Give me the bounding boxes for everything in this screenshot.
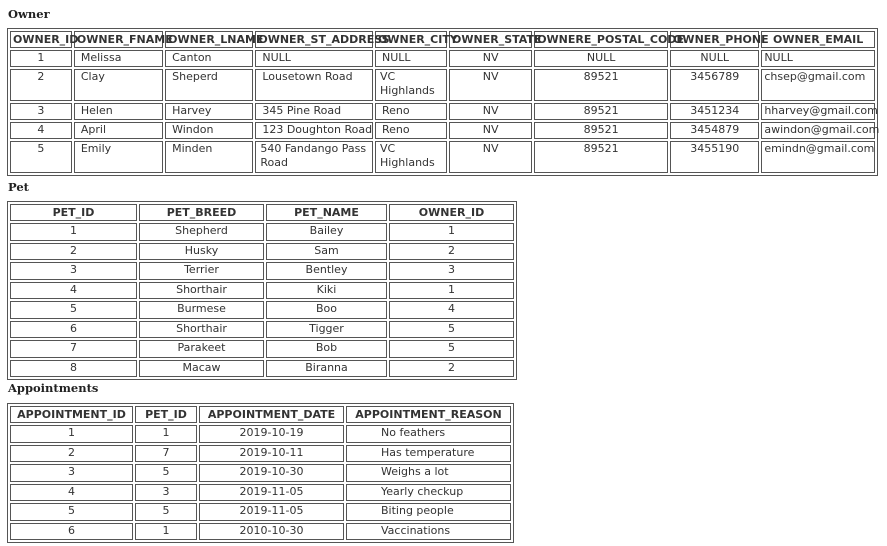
appointment-date-cell: 2019-10-11 (199, 445, 344, 463)
pet-owner-id-cell: 2 (389, 360, 514, 378)
pet-id-cell: 6 (10, 321, 137, 339)
pet-header-row (10, 204, 514, 221)
appointment-reason-cell: Vaccinations (346, 523, 511, 541)
pet-owner-id-cell: 3 (389, 262, 514, 280)
pet-id-cell: 8 (10, 360, 137, 378)
table-row (10, 503, 511, 521)
table-row (10, 321, 514, 339)
owner-lname-cell: Sheperd (165, 69, 253, 101)
table-row (10, 360, 514, 378)
appointments-header-cell: PET_ID (135, 406, 197, 423)
appointment-pet-id-cell: 1 (135, 425, 197, 443)
pet-id-cell: 1 (10, 223, 137, 241)
appointments-header-cell: APPOINTMENT_ID (10, 406, 133, 423)
appointment-id-cell: 3 (10, 464, 133, 482)
pet-breed-cell: Macaw (139, 360, 264, 378)
owner-fname-cell: Helen (74, 103, 163, 120)
pet-name-cell: Bob (266, 340, 387, 358)
appointments-header-cell: APPOINTMENT_REASON (346, 406, 511, 423)
appointments-header-row (10, 406, 511, 423)
owner-header-cell: OWNER_STATE (449, 31, 532, 48)
pet-owner-id-cell: 1 (389, 282, 514, 300)
pet-table (7, 201, 517, 380)
pet-owner-id-cell: 5 (389, 321, 514, 339)
pet-breed-cell: Parakeet (139, 340, 264, 358)
pet-breed-cell: Burmese (139, 301, 264, 319)
pet-section-title: Pet (8, 180, 29, 194)
owner-table (7, 28, 878, 176)
pet-owner-id-cell: 1 (389, 223, 514, 241)
owner-id-cell: 5 (10, 141, 72, 173)
owner-address-cell: Lousetown Road (255, 69, 373, 101)
owner-header-cell: OWNER_FNAME (74, 31, 163, 48)
pet-name-cell: Bentley (266, 262, 387, 280)
owner-email-cell: awindon@gmail.com (761, 122, 875, 139)
pet-owner-id-cell: 4 (389, 301, 514, 319)
owner-header-cell: OWNER_LNAME (165, 31, 253, 48)
owner-postal-cell: 89521 (534, 122, 668, 139)
table-row (10, 103, 875, 120)
table-row (10, 141, 875, 173)
owner-postal-cell: 89521 (534, 141, 668, 173)
owner-city-cell: NULL (375, 50, 447, 67)
owner-id-cell: 4 (10, 122, 72, 139)
appointments-table (7, 403, 514, 543)
pet-name-cell: Boo (266, 301, 387, 319)
pet-id-cell: 5 (10, 301, 137, 319)
appointment-pet-id-cell: 1 (135, 523, 197, 541)
pet-owner-id-cell: 2 (389, 243, 514, 261)
appointment-date-cell: 2019-10-30 (199, 464, 344, 482)
appointment-id-cell: 4 (10, 484, 133, 502)
owner-phone-cell: 3454879 (670, 122, 759, 139)
owner-postal-cell: 89521 (534, 69, 668, 101)
owner-email-cell: emindn@gmail.com (761, 141, 875, 173)
table-row (10, 69, 875, 101)
owner-id-cell: 2 (10, 69, 72, 101)
owner-id-cell: 3 (10, 103, 72, 120)
owner-lname-cell: Minden (165, 141, 253, 173)
owner-address-cell: NULL (255, 50, 373, 67)
pet-breed-cell: Shorthair (139, 321, 264, 339)
appointment-reason-cell: Biting people (346, 503, 511, 521)
table-row (10, 262, 514, 280)
appointment-id-cell: 6 (10, 523, 133, 541)
owner-fname-cell: April (74, 122, 163, 139)
owner-email-cell: chsep@gmail.com (761, 69, 875, 101)
owner-state-cell: NV (449, 141, 532, 173)
owner-email-cell: hharvey@gmail.com (761, 103, 875, 120)
owner-phone-cell: NULL (670, 50, 759, 67)
owner-fname-cell: Emily (74, 141, 163, 173)
appointment-reason-cell: Yearly checkup (346, 484, 511, 502)
owner-city-cell: Reno (375, 103, 447, 120)
pet-breed-cell: Terrier (139, 262, 264, 280)
owner-header-row (10, 31, 875, 48)
owner-city-cell: VC Highlands (375, 69, 447, 101)
appointment-date-cell: 2019-11-05 (199, 484, 344, 502)
pet-name-cell: Sam (266, 243, 387, 261)
table-row (10, 523, 511, 541)
owner-lname-cell: Harvey (165, 103, 253, 120)
owner-header-cell: OWNER_PHONE (670, 31, 759, 48)
pet-header-cell: PET_BREED (139, 204, 264, 221)
owner-city-cell: VC Highlands (375, 141, 447, 173)
owner-email-cell: NULL (761, 50, 875, 67)
pet-id-cell: 2 (10, 243, 137, 261)
owner-city-cell: Reno (375, 122, 447, 139)
appointment-reason-cell: Weighs a lot (346, 464, 511, 482)
appointment-pet-id-cell: 5 (135, 464, 197, 482)
pet-header-cell: PET_NAME (266, 204, 387, 221)
pet-name-cell: Biranna (266, 360, 387, 378)
pet-breed-cell: Shorthair (139, 282, 264, 300)
appointments-section-title: Appointments (8, 381, 99, 395)
table-row (10, 223, 514, 241)
owner-header-cell: OWNER_EMAIL (761, 31, 875, 48)
owner-section-title: Owner (8, 7, 50, 21)
table-row (10, 464, 511, 482)
owner-postal-cell: 89521 (534, 103, 668, 120)
owner-fname-cell: Melissa (74, 50, 163, 67)
owner-header-cell: OWNER_CITY (375, 31, 447, 48)
appointment-pet-id-cell: 7 (135, 445, 197, 463)
owner-id-cell: 1 (10, 50, 72, 67)
owner-header-cell: OWNERE_POSTAL_CODE (534, 31, 668, 48)
owner-state-cell: NV (449, 69, 532, 101)
table-row (10, 301, 514, 319)
pet-header-cell: OWNER_ID (389, 204, 514, 221)
owner-state-cell: NV (449, 103, 532, 120)
table-row (10, 243, 514, 261)
appointment-reason-cell: No feathers (346, 425, 511, 443)
owner-header-cell: OWNER_ID (10, 31, 72, 48)
appointment-pet-id-cell: 5 (135, 503, 197, 521)
table-row (10, 445, 511, 463)
pet-breed-cell: Husky (139, 243, 264, 261)
owner-state-cell: NV (449, 50, 532, 67)
owner-lname-cell: Canton (165, 50, 253, 67)
appointment-reason-cell: Has temperature (346, 445, 511, 463)
owner-address-cell: 345 Pine Road (255, 103, 373, 120)
appointment-pet-id-cell: 3 (135, 484, 197, 502)
pet-id-cell: 3 (10, 262, 137, 280)
pet-name-cell: Tigger (266, 321, 387, 339)
owner-phone-cell: 3456789 (670, 69, 759, 101)
pet-id-cell: 7 (10, 340, 137, 358)
owner-address-cell: 123 Doughton Road (255, 122, 373, 139)
appointment-date-cell: 2019-11-05 (199, 503, 344, 521)
owner-header-cell: OWNER_ST_ADDRESS (255, 31, 373, 48)
appointment-id-cell: 2 (10, 445, 133, 463)
owner-postal-cell: NULL (534, 50, 668, 67)
pet-name-cell: Kiki (266, 282, 387, 300)
pet-header-cell: PET_ID (10, 204, 137, 221)
table-row (10, 425, 511, 443)
owner-phone-cell: 3451234 (670, 103, 759, 120)
owner-lname-cell: Windon (165, 122, 253, 139)
appointments-header-cell: APPOINTMENT_DATE (199, 406, 344, 423)
owner-fname-cell: Clay (74, 69, 163, 101)
appointment-date-cell: 2019-10-19 (199, 425, 344, 443)
table-row (10, 282, 514, 300)
owner-address-cell: 540 Fandango Pass Road (255, 141, 373, 173)
table-row (10, 122, 875, 139)
appointment-date-cell: 2010-10-30 (199, 523, 344, 541)
pet-breed-cell: Shepherd (139, 223, 264, 241)
appointment-id-cell: 1 (10, 425, 133, 443)
table-row (10, 50, 875, 67)
table-row (10, 340, 514, 358)
pet-name-cell: Bailey (266, 223, 387, 241)
pet-id-cell: 4 (10, 282, 137, 300)
pet-owner-id-cell: 5 (389, 340, 514, 358)
owner-state-cell: NV (449, 122, 532, 139)
table-row (10, 484, 511, 502)
owner-phone-cell: 3455190 (670, 141, 759, 173)
appointment-id-cell: 5 (10, 503, 133, 521)
